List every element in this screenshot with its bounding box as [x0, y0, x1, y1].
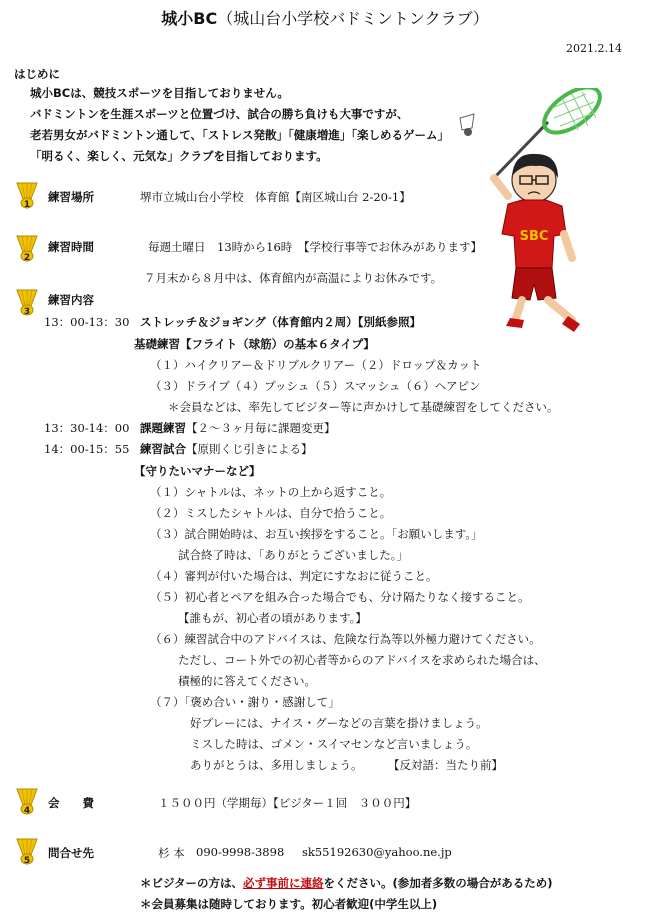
visitor-note-post: をください。(参加者多数の場合があるため) — [323, 876, 553, 890]
visitor-note-pre: ＊ビジターの方は、 — [140, 876, 244, 890]
svg-text:2: 2 — [23, 253, 31, 263]
time-label: 練習時間 — [48, 240, 94, 254]
manner-3-cont: 試合終了時は、「ありがとうございました。」 — [178, 548, 408, 562]
place-text: 堺市立城山台小学校 体育館【南区城山台 2-20-1】 — [140, 190, 411, 204]
shuttlecock-number-2-icon — [14, 233, 40, 263]
task-practice-label: 課題練習 — [140, 421, 186, 435]
svg-text:1: 1 — [23, 200, 31, 210]
manner-4: （４）審判が付いた場合は、判定にすなおに従うこと。 — [150, 569, 438, 583]
svg-text:4: 4 — [23, 806, 31, 816]
flying-shuttlecock-icon — [460, 114, 474, 136]
badminton-player-illustration — [454, 88, 614, 338]
manner-1: （１）シャトルは、ネットの上から返すこと。 — [150, 485, 392, 499]
shuttlecock-number-5-icon — [14, 836, 40, 866]
intro-line-2: バドミントンを生涯スポーツと位置づけ、試合の勝ち負けも大事ですが、 — [30, 107, 409, 121]
document-date: 2021.2.14 — [566, 42, 622, 55]
page-title — [0, 6, 650, 29]
contact-phone: 090-9998-3898 — [196, 845, 285, 859]
manner-2: （２）ミスしたシャトルは、自分で拾うこと。 — [150, 506, 392, 520]
task-practice-text: 【２～３ヶ月毎に課題変更】 — [186, 421, 336, 435]
visitor-note-emphasis: 必ず事前に連絡 — [243, 876, 324, 890]
intro-line-3: 老若男女がバドミントン通して、「ストレス発散」「健康増進」「楽しめるゲーム」 — [30, 128, 449, 142]
manner-3: （３）試合開始時は、お互い挨拶をすること。「お願いします。」 — [150, 527, 483, 541]
club-name: 城小BC — [161, 9, 218, 28]
manner-6-cont-1: ただし、コート外での初心者等からのアドバイスを求められた場合は、 — [178, 653, 546, 667]
contact-email[interactable]: sk55192630@yahoo.ne.jp — [302, 845, 452, 859]
time-text: 毎週土曜日 13時から16時 【学校行事等でお休みがあります】 — [148, 240, 483, 254]
time-note: ７月末から８月中は、体育館内が高温によりお休みです。 — [144, 271, 443, 285]
manner-7-line-3: ありがとうは、多用しましょう。 — [190, 758, 363, 772]
content-label: 練習内容 — [48, 293, 94, 307]
manners-heading: 【守りたいマナーなど】 — [134, 464, 261, 478]
svg-text:3: 3 — [23, 307, 31, 317]
svg-text:5: 5 — [23, 856, 31, 866]
fee-text: １５００円（学期毎）【ビジター１回 ３００円】 — [158, 796, 417, 810]
club-fullname: （城山台小学校バドミントンクラブ） — [217, 9, 489, 28]
match-practice-text: 【原則くじ引きによる】 — [186, 442, 313, 456]
contact-name: 杉 本 — [158, 846, 185, 860]
visitor-note — [140, 875, 553, 891]
intro-heading: はじめに — [14, 67, 60, 81]
basic-practice: 基礎練習【フライト（球筋）の基本６タイプ】 — [134, 337, 375, 351]
basic-note: ＊会員などは、率先してビジター等に声かけして基礎練習をしてください。 — [168, 400, 559, 414]
shuttlecock-number-1-icon — [14, 180, 40, 210]
manner-6-cont-2: 積極的に答えてください。 — [178, 674, 316, 688]
manner-7-line-2: ミスした時は、ゴメン・スイマセンなど言いましょう。 — [190, 737, 478, 751]
manner-7-line-1: 好プレーには、ナイス・グーなどの言葉を掛けましょう。 — [190, 716, 488, 730]
intro-line-4: 「明るく、楽しく、元気な」クラブを目指しております。 — [30, 149, 328, 163]
manner-5-cont: 【誰もが、初心者の頃があります。】 — [178, 611, 367, 625]
place-label: 練習場所 — [48, 190, 94, 204]
basic-type-2: （３）ドライブ（４）プッシュ（５）スマッシュ（６）ヘアピン — [150, 379, 481, 393]
contact-label: 問合せ先 — [48, 846, 94, 860]
shuttlecock-number-3-icon — [14, 287, 40, 317]
manner-7-note: 【反対語：当たり前】 — [388, 758, 503, 772]
schedule-time-1: 13：00-13：30 — [44, 315, 130, 329]
schedule-time-2: 13：30-14：00 — [44, 421, 130, 435]
match-practice-label: 練習試合 — [140, 442, 186, 456]
manner-7: （７）「褒め合い・謝り・感謝して」 — [150, 695, 340, 709]
svg-text:SBC: SBC — [519, 229, 549, 244]
fee-label: 会 費 — [48, 796, 94, 810]
schedule-time-3: 14：00-15：55 — [44, 442, 130, 456]
intro-line-1: 城小BCは、競技スポーツを目指しておりません。 — [30, 86, 289, 100]
manner-6: （６）練習試合中のアドバイスは、危険な行為等以外極力避けてください。 — [150, 632, 541, 646]
basic-type-1: （１）ハイクリアー＆ドリブルクリアー（２）ドロップ＆カット — [150, 358, 482, 372]
recruit-note: ＊会員募集は随時しております。初心者歓迎(中学生以上) — [140, 897, 438, 911]
shuttlecock-number-4-icon — [14, 786, 40, 816]
manner-5: （５）初心者とペアを組み合った場合でも、分け隔たりなく接すること。 — [150, 590, 530, 604]
schedule-text-1: ストレッチ＆ジョギング（体育館内２周）【別紙参照】 — [140, 315, 422, 329]
